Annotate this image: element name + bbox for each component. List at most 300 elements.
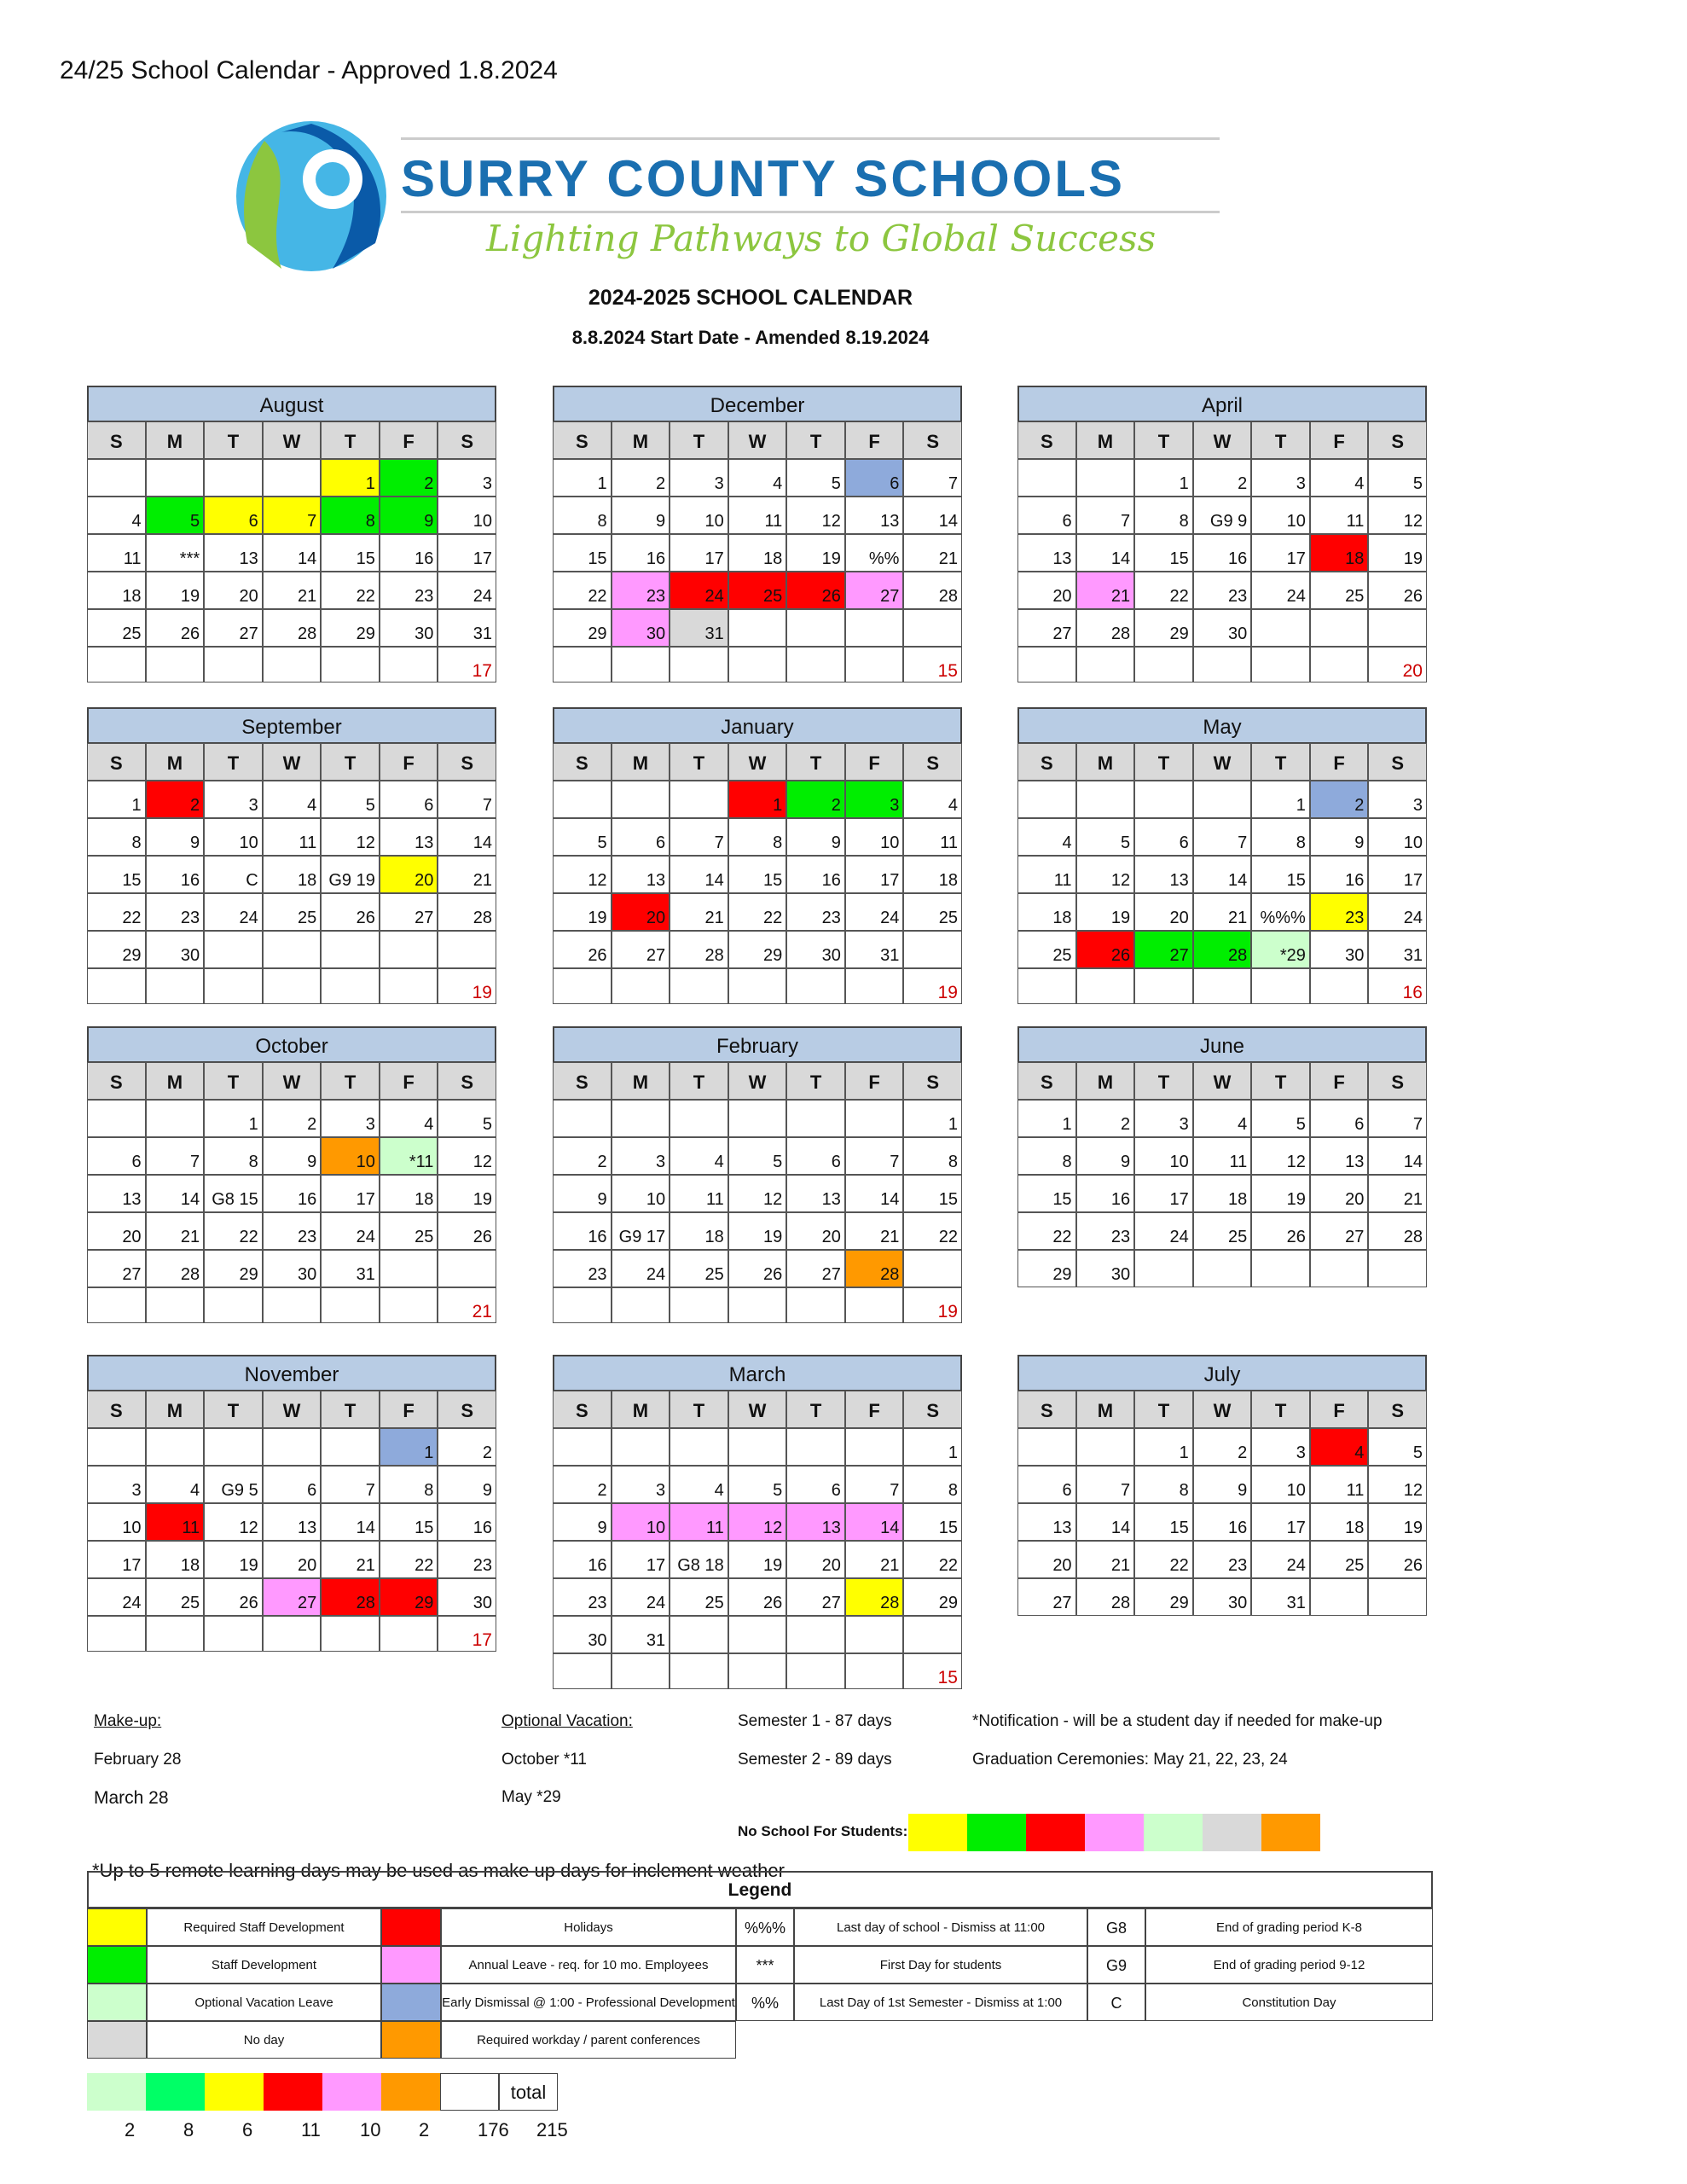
day-cell: 1	[1251, 781, 1310, 818]
day-cell: 31	[321, 1250, 380, 1287]
day-cell: 4	[670, 1466, 728, 1503]
day-cell: 5	[146, 497, 205, 534]
day-cell: 8	[204, 1137, 263, 1175]
weekday-header: S	[1017, 1062, 1076, 1100]
day-cell: 23	[553, 1250, 612, 1287]
weekday-header: M	[612, 1062, 670, 1100]
total-row-cell	[1251, 968, 1310, 1004]
legend-text: %%	[736, 1984, 794, 2021]
weekday-header: F	[1310, 421, 1369, 459]
day-cell: G8 15	[204, 1175, 263, 1212]
day-cell	[1310, 1578, 1369, 1616]
day-cell	[204, 931, 263, 968]
day-cell: 5	[321, 781, 380, 818]
day-cell: 8	[1017, 1137, 1076, 1175]
day-cell: 24	[1251, 572, 1310, 609]
total-row-cell	[553, 647, 612, 682]
total-row-cell	[553, 1653, 612, 1689]
day-cell: 21	[263, 572, 322, 609]
day-cell: 17	[1251, 534, 1310, 572]
day-cell: 1	[903, 1428, 962, 1466]
day-cell: 23	[1310, 893, 1369, 931]
weekday-header: W	[728, 743, 787, 781]
day-cell: 10	[204, 818, 263, 856]
total-row-cell	[1134, 647, 1193, 682]
month-grid	[87, 1391, 496, 1652]
day-cell: 27	[1134, 931, 1193, 968]
day-cell: 28	[1076, 609, 1135, 647]
day-cell	[903, 931, 962, 968]
day-cell: 10	[1251, 1466, 1310, 1503]
total-row-cell	[380, 1616, 438, 1652]
total-row-cell	[728, 968, 787, 1004]
day-cell: G9 19	[321, 856, 380, 893]
total-row-cell	[321, 1287, 380, 1323]
month-grid	[87, 1062, 496, 1323]
day-cell: 27	[263, 1578, 322, 1616]
day-cell	[263, 931, 322, 968]
day-cell: 16	[146, 856, 205, 893]
day-cell: 8	[1134, 1466, 1193, 1503]
makeup-label: Make-up:	[94, 1712, 162, 1730]
weekday-header: S	[903, 1062, 962, 1100]
day-cell: 29	[553, 609, 612, 647]
day-cell: 7	[1076, 497, 1135, 534]
total-row-cell	[1193, 647, 1252, 682]
month-name: October	[87, 1026, 496, 1062]
legend-text: No day	[147, 2021, 381, 2059]
month-total: 17	[438, 647, 496, 682]
day-cell	[87, 1100, 146, 1137]
weekday-header: F	[380, 1062, 438, 1100]
weekday-header: S	[438, 743, 496, 781]
day-cell	[1076, 1428, 1135, 1466]
day-cell: 23	[438, 1541, 496, 1578]
day-cell: 24	[612, 1250, 670, 1287]
swatch-green	[967, 1814, 1026, 1851]
total-row-cell	[1017, 968, 1076, 1004]
day-cell: 27	[845, 572, 904, 609]
day-cell: 11	[670, 1503, 728, 1541]
total-value: 6	[242, 2119, 253, 2140]
day-cell	[1310, 609, 1369, 647]
day-cell: 4	[1193, 1100, 1252, 1137]
legend-text: Optional Vacation Leave	[147, 1984, 381, 2021]
day-cell	[670, 781, 728, 818]
day-cell: 21	[321, 1541, 380, 1578]
day-cell: 6	[845, 459, 904, 497]
day-cell: 13	[1017, 534, 1076, 572]
legend-row	[87, 1908, 1433, 1946]
legend-text: Annual Leave - req. for 10 mo. Employees	[441, 1946, 736, 1984]
swatch-gray	[1203, 1814, 1261, 1851]
total-row-cell	[845, 968, 904, 1004]
weekday-header: S	[438, 1062, 496, 1100]
total-row-cell	[1134, 968, 1193, 1004]
day-cell: 31	[1368, 931, 1427, 968]
day-cell: 19	[438, 1175, 496, 1212]
weekday-header: F	[1310, 743, 1369, 781]
day-cell: 23	[786, 893, 845, 931]
day-cell: 27	[1017, 609, 1076, 647]
day-cell: 23	[263, 1212, 322, 1250]
day-cell: 10	[1134, 1137, 1193, 1175]
day-cell	[1134, 1250, 1193, 1287]
day-cell: 24	[1251, 1541, 1310, 1578]
day-cell: 3	[87, 1466, 146, 1503]
day-cell: 11	[903, 818, 962, 856]
month-october	[87, 1026, 496, 1323]
legend-row	[87, 1946, 1433, 1984]
weekday-header: F	[380, 743, 438, 781]
weekday-header: T	[204, 1062, 263, 1100]
legend-text: Required Staff Development	[147, 1908, 381, 1946]
month-september	[87, 707, 496, 1004]
total-row-cell	[728, 1287, 787, 1323]
day-cell: ***	[146, 534, 205, 572]
day-cell: 25	[1310, 1541, 1369, 1578]
day-cell: 21	[845, 1541, 904, 1578]
day-cell: 27	[786, 1578, 845, 1616]
day-cell: 28	[321, 1578, 380, 1616]
weekday-header: S	[87, 1062, 146, 1100]
month-name: May	[1017, 707, 1427, 743]
day-cell: 7	[670, 818, 728, 856]
day-cell: 19	[728, 1541, 787, 1578]
day-cell: 15	[1251, 856, 1310, 893]
day-cell: 11	[87, 534, 146, 572]
total-value: 8	[183, 2119, 194, 2140]
makeup-date-2: March 28	[94, 1788, 169, 1808]
month-grid	[1017, 1391, 1427, 1616]
day-cell: 19	[1368, 1503, 1427, 1541]
day-cell	[1134, 781, 1193, 818]
day-cell: 14	[670, 856, 728, 893]
day-cell: 30	[146, 931, 205, 968]
weekday-header: F	[845, 1391, 904, 1428]
day-cell: 21	[438, 856, 496, 893]
total-row-cell	[786, 1653, 845, 1689]
total-row-cell	[263, 968, 322, 1004]
day-cell: 3	[1251, 459, 1310, 497]
day-cell	[263, 1428, 322, 1466]
swatch-orange	[1261, 1814, 1320, 1851]
day-cell: 14	[1076, 534, 1135, 572]
month-name: July	[1017, 1355, 1427, 1391]
day-cell: 24	[845, 893, 904, 931]
total-row-cell	[670, 1653, 728, 1689]
day-cell: 13	[380, 818, 438, 856]
day-cell: 7	[263, 497, 322, 534]
day-cell: *11	[380, 1137, 438, 1175]
weekday-header: T	[786, 1062, 845, 1100]
weekday-header: S	[1368, 421, 1427, 459]
weekday-header: W	[263, 1062, 322, 1100]
weekday-header: T	[1251, 1391, 1310, 1428]
legend-text: ***	[736, 1946, 794, 1984]
day-cell: 29	[1017, 1250, 1076, 1287]
day-cell: 17	[438, 534, 496, 572]
day-cell: 10	[1251, 497, 1310, 534]
day-cell	[1017, 781, 1076, 818]
totals-swatches	[87, 2073, 558, 2111]
day-cell	[612, 781, 670, 818]
day-cell: 23	[1193, 1541, 1252, 1578]
day-cell	[1193, 1250, 1252, 1287]
day-cell	[1368, 1250, 1427, 1287]
swatch-light-green	[1144, 1814, 1203, 1851]
day-cell: 3	[321, 1100, 380, 1137]
day-cell: 23	[380, 572, 438, 609]
total-value: 176	[478, 2119, 509, 2140]
day-cell: 19	[204, 1541, 263, 1578]
month-august	[87, 386, 496, 682]
legend-swatch	[381, 1908, 441, 1946]
day-cell: 20	[263, 1541, 322, 1578]
day-cell: 25	[728, 572, 787, 609]
day-cell: 1	[1134, 1428, 1193, 1466]
day-cell: 21	[903, 534, 962, 572]
day-cell: 12	[1076, 856, 1135, 893]
day-cell	[1076, 781, 1135, 818]
day-cell: 1	[1134, 459, 1193, 497]
day-cell: 13	[1134, 856, 1193, 893]
day-cell: 20	[87, 1212, 146, 1250]
day-cell	[786, 1616, 845, 1653]
day-cell: 25	[903, 893, 962, 931]
weekday-header: T	[1134, 1391, 1193, 1428]
legend-text	[1145, 2021, 1433, 2059]
day-cell: 26	[1368, 572, 1427, 609]
total-row-cell	[263, 1616, 322, 1652]
day-cell: 16	[1310, 856, 1369, 893]
day-cell: 24	[612, 1578, 670, 1616]
weekday-header: T	[1251, 421, 1310, 459]
day-cell: 13	[786, 1175, 845, 1212]
total-row-cell	[1076, 968, 1135, 1004]
day-cell: 15	[321, 534, 380, 572]
day-cell: 9	[553, 1175, 612, 1212]
month-name: November	[87, 1355, 496, 1391]
day-cell: 8	[380, 1466, 438, 1503]
day-cell: 6	[87, 1137, 146, 1175]
day-cell: 2	[380, 459, 438, 497]
month-name: December	[553, 386, 962, 421]
day-cell: 14	[1076, 1503, 1135, 1541]
day-cell: 22	[380, 1541, 438, 1578]
day-cell: 19	[786, 534, 845, 572]
month-may	[1017, 707, 1427, 1004]
weekday-header: M	[1076, 743, 1135, 781]
weekday-header: F	[380, 421, 438, 459]
day-cell: 7	[845, 1466, 904, 1503]
day-cell: 10	[438, 497, 496, 534]
weekday-header: T	[321, 743, 380, 781]
day-cell: 30	[263, 1250, 322, 1287]
logo-emblem-icon	[230, 115, 392, 277]
day-cell	[87, 1428, 146, 1466]
day-cell: 2	[612, 459, 670, 497]
day-cell: 8	[321, 497, 380, 534]
day-cell: 3	[670, 459, 728, 497]
day-cell: 12	[728, 1175, 787, 1212]
day-cell: 27	[1017, 1578, 1076, 1616]
total-swatch-pink	[322, 2073, 381, 2111]
weekday-header: S	[87, 421, 146, 459]
month-june	[1017, 1026, 1427, 1287]
day-cell: 25	[1193, 1212, 1252, 1250]
day-cell	[438, 931, 496, 968]
day-cell: 13	[263, 1503, 322, 1541]
day-cell: 12	[728, 1503, 787, 1541]
day-cell	[845, 609, 904, 647]
day-cell: 24	[204, 893, 263, 931]
day-cell	[1017, 459, 1076, 497]
day-cell: 7	[1076, 1466, 1135, 1503]
day-cell: 17	[845, 856, 904, 893]
legend-text: Staff Development	[147, 1946, 381, 1984]
legend-text: Early Dismissal @ 1:00 - Professional Development	[441, 1984, 736, 2021]
day-cell: 15	[1134, 1503, 1193, 1541]
day-cell: 13	[845, 497, 904, 534]
day-cell: 4	[670, 1137, 728, 1175]
day-cell: 25	[670, 1250, 728, 1287]
legend-text: %%%	[736, 1908, 794, 1946]
day-cell: 13	[204, 534, 263, 572]
weekday-header: S	[903, 1391, 962, 1428]
day-cell: 1	[87, 781, 146, 818]
legend-text: G8	[1087, 1908, 1145, 1946]
day-cell: 28	[1368, 1212, 1427, 1250]
notification-note: *Notification - will be a student day if needed for make-up	[972, 1712, 1383, 1730]
day-cell: 27	[87, 1250, 146, 1287]
day-cell: 28	[845, 1578, 904, 1616]
day-cell	[204, 459, 263, 497]
total-swatch-red	[264, 2073, 322, 2111]
day-cell: 3	[612, 1137, 670, 1175]
day-cell: 4	[1310, 1428, 1369, 1466]
total-row-cell	[845, 647, 904, 682]
day-cell: 15	[1017, 1175, 1076, 1212]
day-cell: 14	[903, 497, 962, 534]
day-cell	[845, 1616, 904, 1653]
day-cell: 2	[1310, 781, 1369, 818]
day-cell: 24	[321, 1212, 380, 1250]
day-cell: 13	[1017, 1503, 1076, 1541]
swatch-pink	[1085, 1814, 1144, 1851]
total-value: 215	[536, 2119, 568, 2140]
day-cell: 24	[1368, 893, 1427, 931]
day-cell: 23	[1076, 1212, 1135, 1250]
day-cell: 28	[903, 572, 962, 609]
day-cell: 9	[438, 1466, 496, 1503]
total-row-cell	[670, 647, 728, 682]
day-cell: 7	[845, 1137, 904, 1175]
day-cell: 24	[1134, 1212, 1193, 1250]
day-cell: 26	[1251, 1212, 1310, 1250]
day-cell: 15	[903, 1503, 962, 1541]
month-name: February	[553, 1026, 962, 1062]
day-cell: 28	[146, 1250, 205, 1287]
weekday-header: T	[786, 743, 845, 781]
total-row-cell	[612, 1653, 670, 1689]
day-cell: 28	[1193, 931, 1252, 968]
weekday-header: W	[1193, 1062, 1252, 1100]
no-school-swatches	[908, 1814, 1320, 1851]
day-cell: 9	[1310, 818, 1369, 856]
day-cell: 2	[1193, 1428, 1252, 1466]
day-cell	[553, 1428, 612, 1466]
day-cell	[903, 1250, 962, 1287]
day-cell: 6	[1134, 818, 1193, 856]
total-row-cell	[845, 1653, 904, 1689]
total-row-cell	[87, 1616, 146, 1652]
legend-text: C	[1087, 1984, 1145, 2021]
day-cell: 7	[903, 459, 962, 497]
weekday-header: S	[553, 1062, 612, 1100]
month-total: 19	[903, 1287, 962, 1323]
day-cell: 12	[1368, 497, 1427, 534]
day-cell: 1	[1017, 1100, 1076, 1137]
day-cell: 18	[903, 856, 962, 893]
day-cell: 8	[728, 818, 787, 856]
day-cell: 16	[1193, 534, 1252, 572]
day-cell: 27	[786, 1250, 845, 1287]
day-cell: 16	[553, 1541, 612, 1578]
day-cell	[1368, 609, 1427, 647]
month-april	[1017, 386, 1427, 682]
day-cell: 18	[1310, 1503, 1369, 1541]
day-cell: 3	[1368, 781, 1427, 818]
day-cell: 18	[670, 1212, 728, 1250]
day-cell	[786, 1100, 845, 1137]
day-cell: 28	[1076, 1578, 1135, 1616]
total-row-cell	[204, 647, 263, 682]
total-row-cell	[146, 1616, 205, 1652]
day-cell	[380, 1250, 438, 1287]
day-cell: 29	[1134, 609, 1193, 647]
weekday-header: T	[1251, 743, 1310, 781]
day-cell: 18	[1017, 893, 1076, 931]
day-cell: 21	[1368, 1175, 1427, 1212]
legend-text: Last day of school - Dismiss at 11:00	[794, 1908, 1087, 1946]
day-cell: 14	[1368, 1137, 1427, 1175]
day-cell: 11	[263, 818, 322, 856]
total-row-cell	[670, 968, 728, 1004]
weekday-header: W	[263, 743, 322, 781]
total-row-cell	[321, 1616, 380, 1652]
day-cell: 28	[438, 893, 496, 931]
weekday-header: T	[1251, 1062, 1310, 1100]
total-swatch-green	[146, 2073, 205, 2111]
weekday-header: W	[1193, 743, 1252, 781]
day-cell: 9	[553, 1503, 612, 1541]
day-cell: 2	[553, 1466, 612, 1503]
day-cell: 18	[380, 1175, 438, 1212]
day-cell	[321, 931, 380, 968]
day-cell: 19	[1251, 1175, 1310, 1212]
day-cell: 13	[786, 1503, 845, 1541]
day-cell: 26	[146, 609, 205, 647]
weekday-header: M	[1076, 1062, 1135, 1100]
month-december	[553, 386, 962, 682]
weekday-header: S	[1368, 743, 1427, 781]
total-row-cell	[612, 647, 670, 682]
day-cell: *29	[1251, 931, 1310, 968]
day-cell: 29	[380, 1578, 438, 1616]
makeup-date-1: February 28	[94, 1751, 182, 1769]
weekday-header: M	[146, 1062, 205, 1100]
